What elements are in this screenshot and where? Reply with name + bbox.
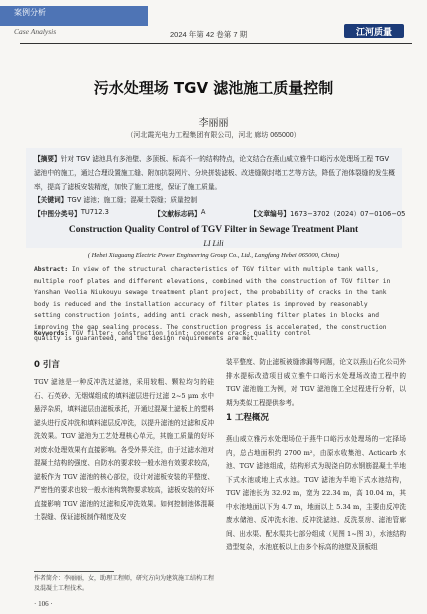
- header-divider: [20, 43, 412, 44]
- english-author: LI Lili: [203, 239, 224, 248]
- paper-title: 污水处理场 TGV 滤池施工质量控制: [93, 79, 334, 97]
- abstract: 【摘要】针对 TGV 滤池具有多池壁、多顶板、标高不一的结构特点，论文结合在燕山威立雅牛口峪污水处理场工程 TGV 滤池中的施工，通过合理设置施工缝、附加抗裂网片、分块拼装滤板、改进缝隙封堵工艺等方法，降低了池体裂缝的发生概率，提高了滤板安装精度，加快了施工进度，保证了施工质量。: [34, 155, 396, 191]
- journal-logo: 江河质量: [344, 24, 404, 38]
- keywords: 【关键词】TGV 滤池；施工缝；混凝土裂缝；质量控制: [34, 196, 198, 204]
- english-affiliation: ( Hebei Xiaguang Electric Power Engineering Group Co., Ltd., Langfang Hebei 065000, China): [87, 252, 340, 259]
- paper-affiliation: （河北霞光电力工程集团有限公司，河北 廊坊 065000）: [126, 132, 301, 139]
- author-footnote: 作者简介：李丽丽，女，助理工程师，研究方向为建筑施工结构工程及混凝土工程技术。: [34, 575, 215, 592]
- section-heading-intro: 0 引言: [34, 360, 60, 370]
- paper-author: 李丽丽: [198, 118, 229, 129]
- category-label-en: Case Analysis: [14, 27, 57, 36]
- category-label-cn: 案例分析: [14, 8, 46, 17]
- intro-continued-text: 装平整度、防止滤板被缝渗漏等问题，论文以燕山石化公司外排水提标改造项目威立雅牛口峪污水处理场改造工程中的 TGV 滤池施工为例，对 TGV 滤池施工全过程进行分析，以期为类似工程提供参考。: [226, 358, 406, 407]
- page-header: [0, 0, 427, 52]
- overview-text: 燕山威立雅污水处理场位于燕牛口峪污水处理场的一定择场内，总占地面积约 2700 m²，由原水收集池、Acticarb 水池、TGV 滤池组成，结构形式为现浇自防水钢筋混凝土半地下式水池或地上式水池。TGV 滤池为半地下式水池结构，TGV 滤池长为 32.92 m，宽为 22.34 m，高 10.04 m，其中水池地面以下为 4.7 m，地面以上 5.34 m，主要由反冲洗废水储池、反冲洗水池、反冲洗滤池、反洗泵房、滤池管廊间、出水渠、配水渠共七部分组成（见图 1~图 3），水池结构造型复杂，水池底板以上由多个标高的池壁及顶板组: [226, 435, 406, 551]
- english-abstract: Abstract: In view of the structural characteristics of TGV filter with multiple tank walls, multiple roof plates and different elevations, combined with the construction of TGV filter in Yanshan Veolia Niukouyu sewage treatment plant project, the probability of cracks in the tank body is reduced and the installation accuracy of filter plates is improved by reasonably setting construction joints, adding anti crack mesh, assembling filter plates in blocks and improving the gap sealing process. The construction progress is accelerated, the construction quality is guaranteed, and the design requirements are met.: [34, 266, 391, 342]
- section-heading-overview: 1 工程概况: [226, 413, 269, 423]
- page-number: · 106 ·: [34, 600, 53, 608]
- intro-text: TGV 滤池是一种反冲洗过滤池，采用较粗、颗粒均匀的硅石、石英砂、无烟煤组成的填料滤层进行过滤 2~5 μm 水中悬浮杂质，填料滤层由滤板承托，开通过混凝土滤板上的塑料滤头进行反冲洗和填料滤层反冲洗，以提升滤池的过滤和反冲洗效果。TGV 滤池为工艺处理核心单元，其施工质量的好坏对废水处理效果有直接影响。各受外界关注，由于过滤水池对混凝土结构的强度、自防水的要求较一般水池有效要求较高，滤板作为 TGV 滤池的核心部位，设计对滤板安装的平整度、严密性的要求也较一般水池构筑物要求较高，滤板安装的好坏直接影响 TGV 滤池的过滤和反冲洗效果。如何控制池体混凝土裂缝、保证滤板制作精度及安: [34, 378, 214, 521]
- footnote-divider: [34, 571, 114, 572]
- english-keywords: Keywords: TGV filter; construction joint; concrete crack; quality control: [34, 330, 311, 337]
- issue-info: 2024 年第 42 卷第 7 期: [170, 30, 248, 39]
- english-title: Construction Quality Control of TGV Filter in Sewage Treatment Plant: [68, 225, 359, 235]
